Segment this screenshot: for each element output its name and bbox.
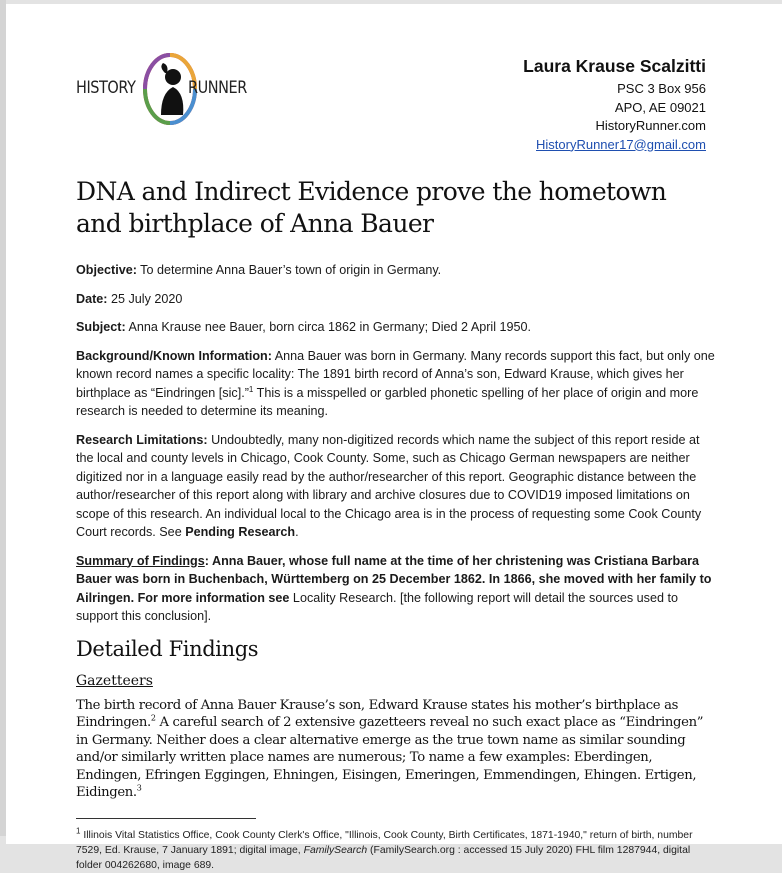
limitations-end: . xyxy=(295,525,299,539)
limitations-paragraph xyxy=(76,431,716,542)
summary-rest: . [the following report will detail the sources used to support this conclusion]. xyxy=(76,590,678,623)
author-name: Laura Krause Scalzitti xyxy=(523,56,706,76)
footnote-ref-3[interactable]: 3 xyxy=(136,783,142,793)
gazetteers-text-2: A careful search of 2 extensive gazetteers reveal no such exact place as “Eindringen” in Germany. Neither does a clear alternative emerge as the true town name as similar sounding and/or similarly written place names are numerous; To name a few examples: Eberdingen, Endingen, Efringen Eggingen, Ehningen, Eisingen, Emeringen, Emmendingen, Ehingen. Ertigen, Eidingen. xyxy=(76,715,704,800)
objective-text: To determine Anna Bauer’s town of origin in Germany. xyxy=(140,263,442,277)
footnote-ref-1[interactable]: 1 xyxy=(248,384,254,394)
detailed-findings-heading: Detailed Findings xyxy=(76,636,259,661)
limitations-label: Research Limitations: xyxy=(76,432,208,447)
logo-text-history: HISTORY xyxy=(76,78,136,98)
footnote-divider xyxy=(76,818,256,819)
background-text-continued: This is a misspelled or garbled phonetic spelling of her place of origin and more research is needed to determine its meaning. xyxy=(76,385,699,418)
locality-research-link[interactable]: Locality Research xyxy=(289,590,394,605)
gazetteers-text-1: The birth record of Anna Bauer Krause’s son, Edward Krause states his mother’s birthplace as Eindringen. xyxy=(76,697,679,730)
document-page xyxy=(6,4,782,871)
footnote-1-text-after: (FamilySearch.org : accessed 15 July 2020) FHL film 1287944, digital folder 004262680, image 689. xyxy=(76,844,691,871)
footnote-1-italic: FamilySearch xyxy=(303,844,368,856)
date-label: Date: xyxy=(76,291,108,306)
contact-block xyxy=(523,54,706,154)
objective-label: Objective: xyxy=(76,263,137,277)
subject-text: Anna Krause nee Bauer, born circa 1862 in Germany; Died 2 April 1950. xyxy=(128,320,532,334)
limitations-text: Undoubtedly, many non-digitized records which name the subject of this report reside at the local and county levels in Chicago, Cook County. Some, such as Chicago German newspapers are neither digitized nor in a language easily read by the author/researcher of this report. Geographic distance between the author/researcher of this report along with library and archive closures due to COVID19 imposed limitations on scope of this research. An individual local to the Chicago area is in the process of requesting some Cook County Court records. See xyxy=(76,432,702,539)
pending-research-link[interactable]: Pending Research xyxy=(185,525,296,539)
history-runner-logo xyxy=(76,48,266,128)
footnote-ref-2[interactable]: 2 xyxy=(150,713,156,723)
email-link[interactable]: HistoryRunner17@gmail.com xyxy=(536,136,706,152)
address-line-1: PSC 3 Box 956 xyxy=(617,81,706,96)
objective-line xyxy=(76,261,716,280)
footnote-1-number: 1 xyxy=(76,826,81,836)
address-line-2: APO, AE 09021 xyxy=(614,99,706,115)
subject-label: Subject: xyxy=(76,320,126,334)
website-text: HistoryRunner.com xyxy=(595,118,706,133)
summary-label: Summary of Findings xyxy=(76,553,205,568)
logo-text-runner: RUNNER xyxy=(188,78,247,98)
gazetteers-paragraph xyxy=(76,697,716,802)
background-paragraph xyxy=(76,347,716,421)
footnote-1-text: Illinois Vital Statistics Office, Cook County Clerk's Office, "Illinois, Cook County, Birth Certificates, 1871-1940," return of birth, number 7529, Ed. Krause, 7 January 1891; digital image, xyxy=(76,829,693,856)
subject-line xyxy=(76,318,716,337)
report-title: DNA and Indirect Evidence prove the hometown and birthplace of Anna Bauer xyxy=(76,177,667,238)
summary-bold-text: : Anna Bauer, whose full name at the time of her christening was Cristiana Barbara Bauer was born in Buchenbach, Württemberg on 25 December 1862. In 1866, she moved with her family to Ailringen. For more information see xyxy=(76,553,712,605)
date-line xyxy=(76,290,716,309)
date-text: 25 July 2020 xyxy=(111,291,183,306)
summary-paragraph xyxy=(76,552,716,626)
gazetteers-heading: Gazetteers xyxy=(76,672,153,689)
report-body xyxy=(76,176,716,873)
background-label: Background/Known Information: xyxy=(76,348,272,363)
footnote-1 xyxy=(76,828,716,873)
background-text: Anna Bauer was born in Germany. Many records support this fact, but only one known record names a specific locality: The 1891 birth record of Anna’s son, Edward Krause, which gives her birthplace as “Eindringen [sic].” xyxy=(76,348,715,400)
